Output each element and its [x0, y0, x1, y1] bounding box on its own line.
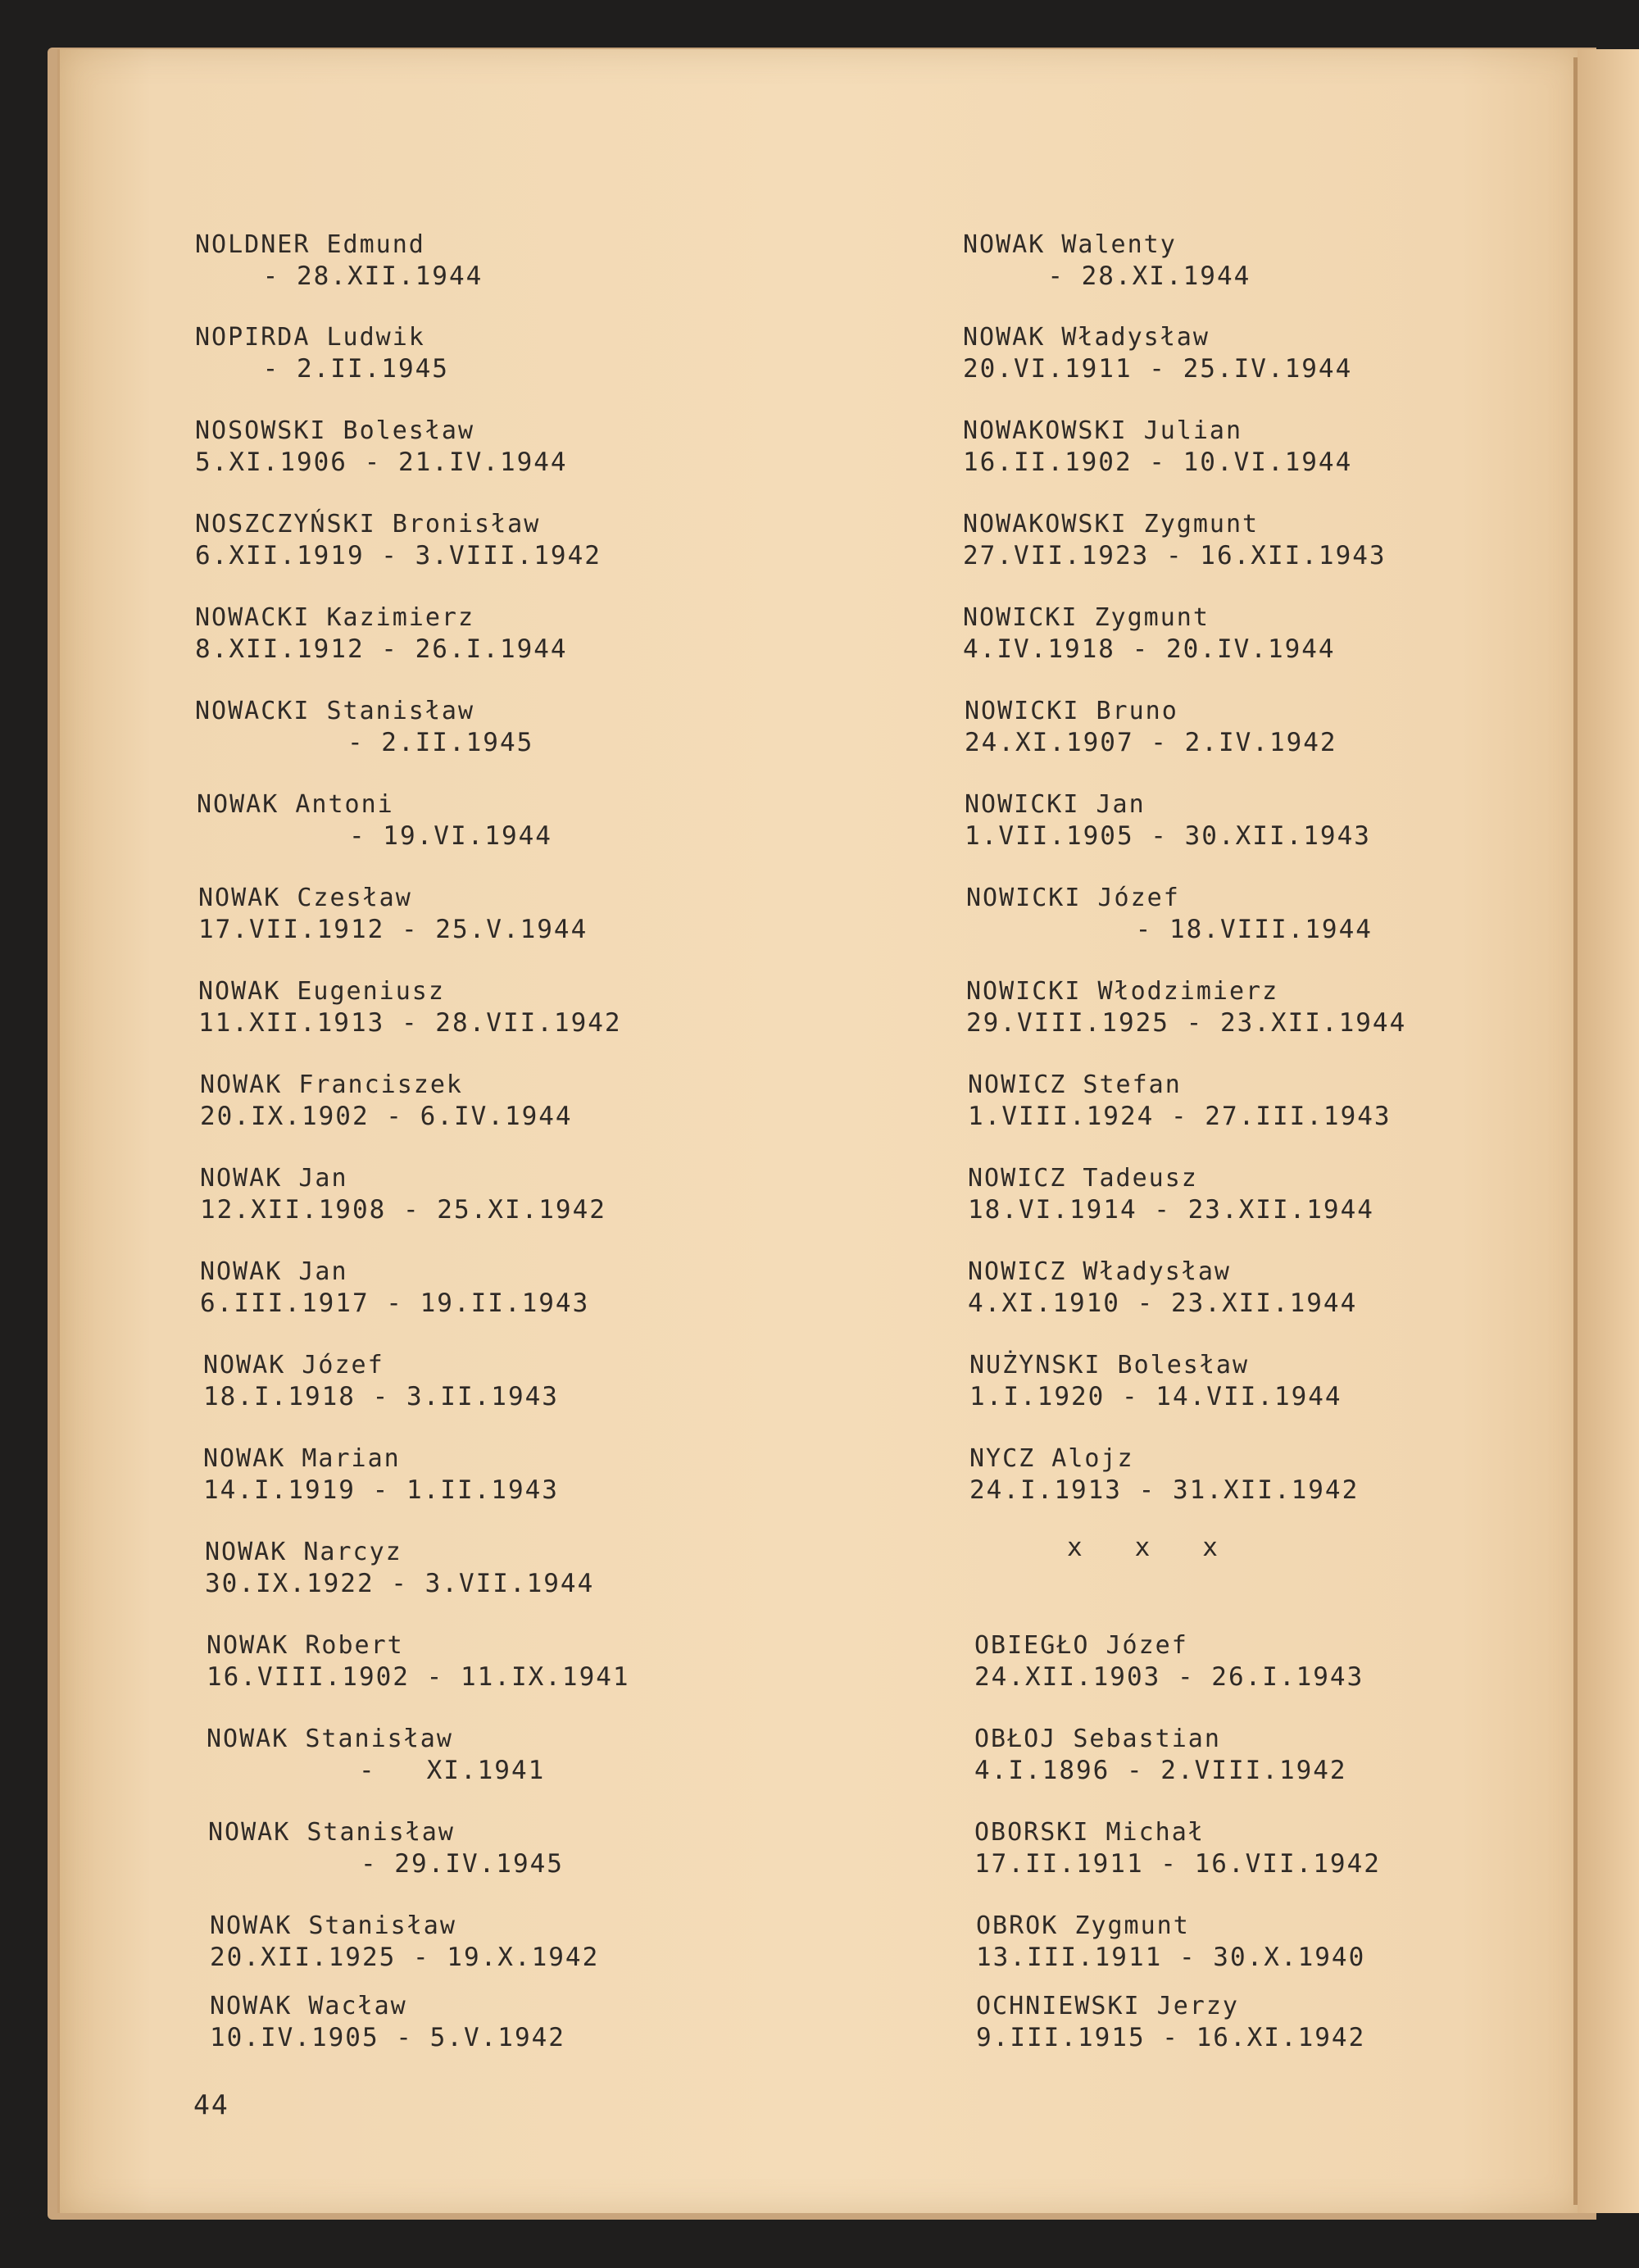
person-name: NOWICKI Zygmunt: [963, 603, 1210, 632]
life-dates: 4.IV.1918 - 20.IV.1944: [963, 634, 1336, 664]
record-entry: [974, 1724, 1347, 1786]
life-dates: - 29.IV.1945: [208, 1849, 564, 1879]
person-name: NOSOWSKI Bolesław: [195, 416, 475, 445]
life-dates: 1.VII.1905 - 30.XII.1943: [965, 821, 1371, 851]
person-name: NOWAK Wacław: [210, 1992, 407, 2020]
life-dates: 20.IX.1902 - 6.IV.1944: [200, 1102, 573, 1131]
record-entry: [208, 1817, 564, 1879]
life-dates: 1.VIII.1924 - 27.III.1943: [968, 1102, 1392, 1131]
life-dates: 8.XII.1912 - 26.I.1944: [195, 634, 568, 664]
life-dates: - 2.II.1945: [195, 354, 449, 384]
record-entry: [974, 1630, 1364, 1693]
record-entry: [966, 976, 1406, 1039]
record-entry: [966, 883, 1373, 945]
person-name: NOWAK Jan: [200, 1164, 348, 1193]
life-dates: 5.XI.1906 - 21.IV.1944: [195, 448, 568, 477]
record-entry: [974, 1817, 1381, 1879]
life-dates: - 28.XI.1944: [963, 261, 1251, 291]
life-dates: 29.VIII.1925 - 23.XII.1944: [966, 1008, 1407, 1038]
person-name: NOLDNER Edmund: [195, 230, 425, 259]
life-dates: 24.XI.1907 - 2.IV.1942: [965, 728, 1337, 757]
person-name: NYCZ Alojz: [969, 1444, 1134, 1473]
life-dates: 9.III.1915 - 16.XI.1942: [976, 2023, 1366, 2052]
record-entry: [963, 230, 1251, 292]
record-entry: [198, 883, 588, 945]
record-entry: [963, 322, 1352, 384]
record-entry: [195, 696, 533, 758]
life-dates: - 28.XII.1944: [195, 261, 484, 291]
record-entry: [965, 789, 1371, 852]
person-name: NOWAK Robert: [207, 1631, 404, 1660]
record-entry: [963, 602, 1336, 665]
person-name: OBORSKI Michał: [974, 1818, 1205, 1847]
life-dates: 20.VI.1911 - 25.IV.1944: [963, 354, 1353, 384]
record-entry: [969, 1443, 1359, 1506]
record-entry: [965, 696, 1337, 758]
person-name: NOWAK Jan: [200, 1257, 348, 1286]
person-name: OBIEGŁO Józef: [974, 1631, 1188, 1660]
person-name: NOWAK Władysław: [963, 323, 1210, 352]
person-name: NOWAK Marian: [203, 1444, 401, 1473]
person-name: NOSZCZYŃSKI Bronisław: [195, 510, 541, 539]
record-entry: [195, 416, 568, 478]
facing-page-edge: [1578, 49, 1639, 2213]
person-name: NOWAK Czesław: [198, 884, 412, 912]
record-entry: [195, 322, 449, 384]
record-entry: [963, 509, 1387, 571]
person-name: OBROK Zygmunt: [976, 1911, 1190, 1940]
person-name: NOWICZ Tadeusz: [968, 1164, 1198, 1193]
person-name: NOWAK Stanisław: [208, 1818, 455, 1847]
life-dates: 1.I.1920 - 14.VII.1944: [969, 1382, 1342, 1411]
record-entry: [198, 976, 622, 1039]
page-number: 44: [193, 2088, 229, 2120]
life-dates: 6.III.1917 - 19.II.1943: [200, 1289, 590, 1318]
record-entry: [968, 1257, 1357, 1319]
person-name: NOWAK Józef: [203, 1351, 384, 1379]
person-name: NOWICKI Józef: [966, 884, 1180, 912]
person-name: NOWAKOWSKI Julian: [963, 416, 1243, 445]
person-name: NOWAK Stanisław: [210, 1911, 456, 1940]
life-dates: 17.VII.1912 - 25.V.1944: [198, 915, 588, 944]
record-entry: [976, 1991, 1365, 2053]
record-entry: [969, 1350, 1342, 1412]
record-entry: [195, 509, 602, 571]
life-dates: - 2.II.1945: [195, 728, 534, 757]
record-entry: [210, 1911, 599, 1973]
section-separator: x x x: [1067, 1533, 1219, 1562]
life-dates: - 18.VIII.1944: [966, 915, 1373, 944]
life-dates: - 19.VI.1944: [197, 821, 552, 851]
person-name: NOWICKI Włodzimierz: [966, 977, 1279, 1006]
person-name: OCHNIEWSKI Jerzy: [976, 1992, 1239, 2020]
record-entry: [203, 1350, 559, 1412]
record-entry: [195, 602, 568, 665]
record-entry: [205, 1537, 594, 1599]
life-dates: 17.II.1911 - 16.VII.1942: [974, 1849, 1381, 1879]
life-dates: 24.XII.1903 - 26.I.1943: [974, 1662, 1364, 1692]
person-name: NOWICZ Władysław: [968, 1257, 1231, 1286]
life-dates: 11.XII.1913 - 28.VII.1942: [198, 1008, 622, 1038]
life-dates: - XI.1941: [207, 1756, 546, 1785]
person-name: NOWAK Walenty: [963, 230, 1177, 259]
record-entry: [195, 230, 483, 292]
life-dates: 16.VIII.1902 - 11.IX.1941: [207, 1662, 630, 1692]
life-dates: 18.VI.1914 - 23.XII.1944: [968, 1195, 1374, 1225]
person-name: NOWICKI Bruno: [965, 697, 1178, 725]
life-dates: 10.IV.1905 - 5.V.1942: [210, 2023, 565, 2052]
record-entry: [968, 1070, 1392, 1132]
life-dates: 16.II.1902 - 10.VI.1944: [963, 448, 1353, 477]
person-name: NOWICKI Jan: [965, 790, 1146, 819]
person-name: NOWAK Antoni: [197, 790, 394, 819]
record-entry: [200, 1070, 573, 1132]
person-name: NOPIRDA Ludwik: [195, 323, 425, 352]
person-name: NOWAK Franciszek: [200, 1070, 463, 1099]
person-name: NOWACKI Stanisław: [195, 697, 475, 725]
record-entry: [976, 1911, 1365, 1973]
life-dates: 24.I.1913 - 31.XII.1942: [969, 1475, 1360, 1505]
life-dates: 14.I.1919 - 1.II.1943: [203, 1475, 559, 1505]
life-dates: 30.IX.1922 - 3.VII.1944: [205, 1569, 595, 1598]
life-dates: 18.I.1918 - 3.II.1943: [203, 1382, 559, 1411]
life-dates: 4.XI.1910 - 23.XII.1944: [968, 1289, 1358, 1318]
record-entry: [197, 789, 552, 852]
person-name: OBŁOJ Sebastian: [974, 1725, 1221, 1753]
person-name: NUŻYNSKI Bolesław: [969, 1351, 1250, 1379]
record-entry: [200, 1257, 589, 1319]
person-name: NOWAK Stanisław: [207, 1725, 453, 1753]
life-dates: 20.XII.1925 - 19.X.1942: [210, 1943, 600, 1972]
record-entry: [207, 1630, 630, 1693]
life-dates: 12.XII.1908 - 25.XI.1942: [200, 1195, 606, 1225]
record-entry: [963, 416, 1352, 478]
person-name: NOWICZ Stefan: [968, 1070, 1182, 1099]
person-name: NOWACKI Kazimierz: [195, 603, 475, 632]
record-entry: [203, 1443, 559, 1506]
record-entry: [200, 1163, 606, 1225]
life-dates: 13.III.1911 - 30.X.1940: [976, 1943, 1366, 1972]
life-dates: 4.I.1896 - 2.VIII.1942: [974, 1756, 1347, 1785]
life-dates: 27.VII.1923 - 16.XII.1943: [963, 541, 1387, 570]
person-name: NOWAK Eugeniusz: [198, 977, 445, 1006]
record-entry: [968, 1163, 1374, 1225]
person-name: NOWAKOWSKI Zygmunt: [963, 510, 1260, 539]
record-entry: [207, 1724, 545, 1786]
person-name: NOWAK Narcyz: [205, 1538, 402, 1566]
life-dates: 6.XII.1919 - 3.VIII.1942: [195, 541, 602, 570]
record-entry: [210, 1991, 565, 2053]
